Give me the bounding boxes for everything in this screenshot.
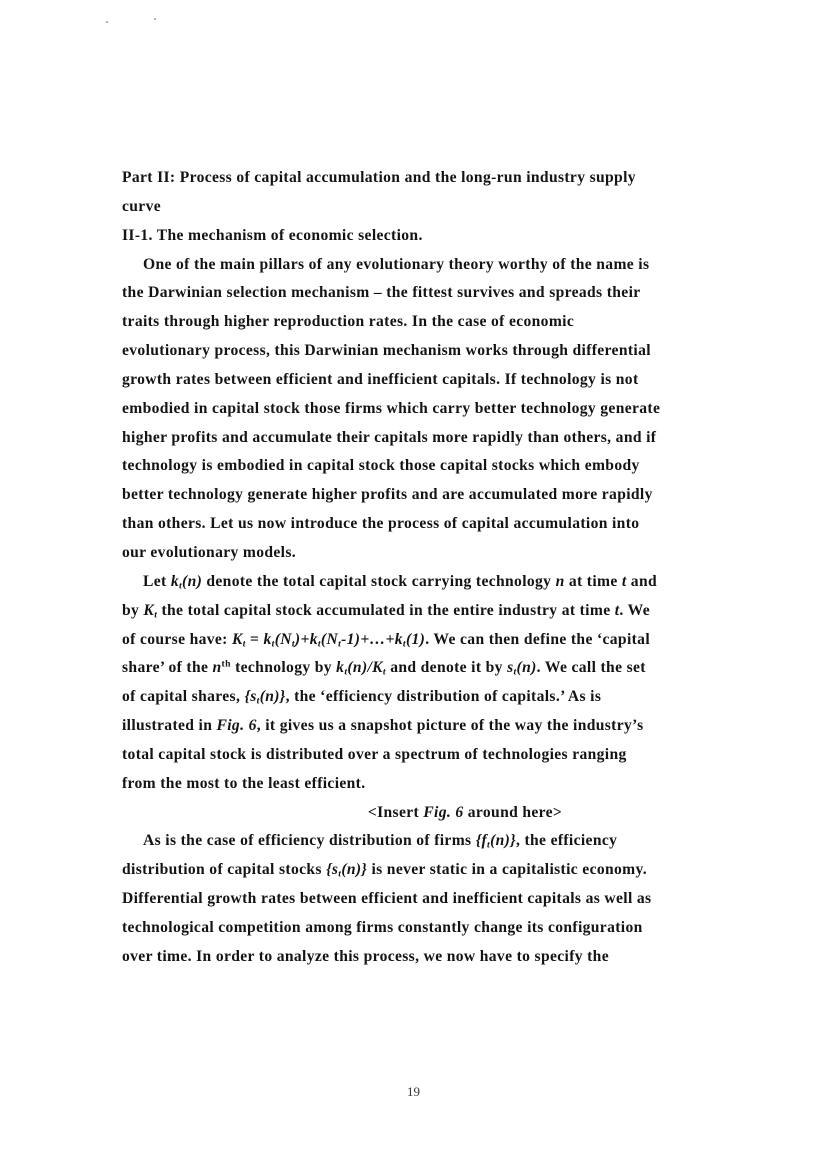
paragraph-line: over time. In order to analyze this process, we now have to specify the xyxy=(122,947,609,965)
paragraph-line: than others. Let us now introduce the process of capital accumulation into xyxy=(122,515,640,533)
part-title: Part II: Process of capital accumulation and the long-run industry supply xyxy=(122,169,636,186)
paragraph-line: by $K_t$ the total capital stock accumulated in the entire industry at time t. We xyxy=(122,601,650,621)
paragraph-line: share’ of the $n^{th}$ technology by $k_t(n)/K_t$ and denote it by $s_t(n)$. We call the set xyxy=(122,659,646,679)
paragraph-line: better technology generate higher profits and are accumulated more rapidly xyxy=(122,486,653,504)
part-title-continued: curve xyxy=(122,197,161,215)
paragraph-line: embodied in capital stock those firms which carry better technology generate xyxy=(122,399,661,417)
paragraph-line: technology is embodied in capital stock those capital stocks which embody xyxy=(122,457,640,475)
scan-artifact xyxy=(154,18,156,20)
section-title: II-1. The mechanism of economic selection. xyxy=(122,226,423,244)
paragraph-line: traits through higher reproduction rates. In the case of economic xyxy=(122,313,575,331)
paragraph-line: from the most to the least efficient. xyxy=(122,774,366,792)
paragraph-line: growth rates between efficient and inefficient capitals. If technology is not xyxy=(122,370,639,388)
paragraph-line: evolutionary process, this Darwinian mechanism works through differential xyxy=(122,342,651,360)
paragraph-line: of course have: $K_t$ = $k_t(N_t)+k_t(N_t-1)+\dots+k_t(1)$. We can then define the ‘capital xyxy=(122,630,651,650)
figure-insert-note: <Insert Fig. 6 around here> xyxy=(367,803,563,821)
paragraph-line: our evolutionary models. xyxy=(122,543,297,561)
page-number: 19 xyxy=(407,1084,420,1099)
paragraph-line: One of the main pillars of any evolutionary theory worthy of the name is xyxy=(143,255,650,273)
paragraph-line: of capital shares, $\{s_t(n)\}$, the ‘efficiency distribution of capitals.’ As is xyxy=(122,688,602,707)
paragraph-line: Differential growth rates between efficient and inefficient capitals as well as xyxy=(122,890,652,908)
paragraph-line: technological competition among firms constantly change its configuration xyxy=(122,918,643,936)
scan-artifact xyxy=(106,21,108,23)
paragraph-line: As is the case of efficiency distribution of firms $\{f_t(n)\}$, the efficiency xyxy=(143,832,618,852)
paragraph-line: illustrated in Fig. 6, it gives us a snapshot picture of the way the industry’s xyxy=(122,717,644,735)
paragraph-line: distribution of capital stocks $\{s_t(n)\}$ is never static in a capitalistic economy. xyxy=(122,861,648,880)
body-text xyxy=(122,164,748,972)
paragraph-line: the Darwinian selection mechanism – the fittest survives and spreads their xyxy=(122,284,641,302)
paragraph-line: Let $k_t(n)$ denote the total capital stock carrying technology n at time t and xyxy=(143,572,658,592)
paragraph-line: total capital stock is distributed over a spectrum of technologies ranging xyxy=(122,745,627,763)
paragraph-line: higher profits and accumulate their capitals more rapidly than others, and if xyxy=(122,428,657,446)
